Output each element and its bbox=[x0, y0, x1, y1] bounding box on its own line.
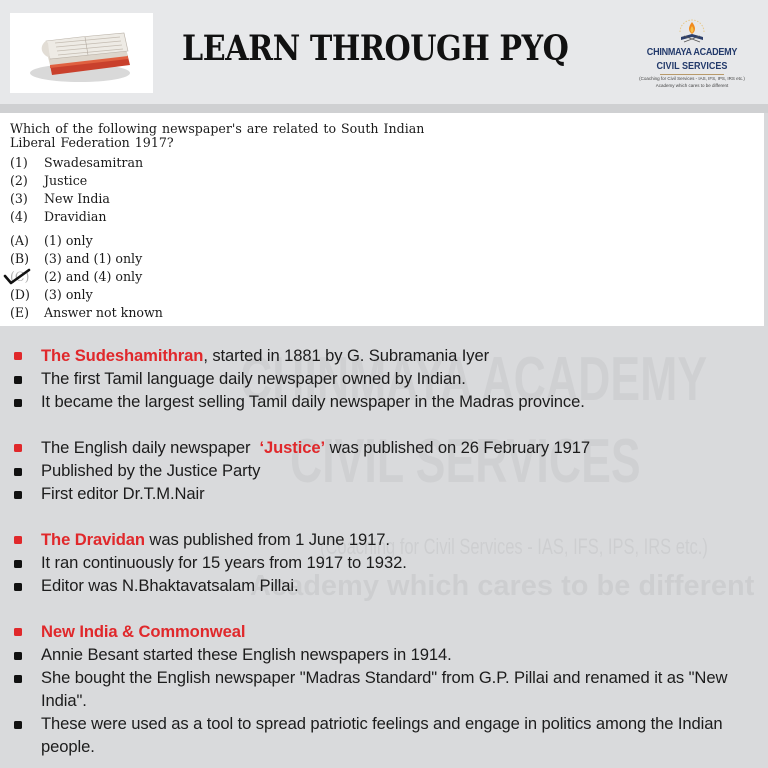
item-label: New India bbox=[44, 191, 110, 206]
note-heading-sudeshamithran bbox=[41, 344, 489, 367]
item-label: Dravidian bbox=[44, 209, 107, 224]
note-point: Published by the Justice Party bbox=[41, 461, 261, 480]
note-heading-justice bbox=[41, 436, 590, 459]
note-point: It ran continuously for 15 years from 1917 to 1932. bbox=[41, 553, 407, 572]
header-banner bbox=[0, 0, 768, 104]
item-number: (4) bbox=[10, 209, 28, 224]
option-label: Answer not known bbox=[44, 305, 163, 320]
option-label: (2) and (4) only bbox=[44, 269, 143, 284]
explanation-notes bbox=[0, 326, 768, 768]
note-point: These were used as a tool to spread patriotic feelings and engage in politics among the Indian people. bbox=[41, 714, 723, 756]
bullet-icon bbox=[14, 560, 22, 568]
page-title: LEARN THROUGH PYQ bbox=[182, 28, 569, 69]
flame-book-emblem-icon bbox=[676, 18, 708, 44]
watermark-tagline: Academy which cares to be different bbox=[250, 570, 755, 602]
item-number: (3) bbox=[10, 191, 28, 206]
note-point: First editor Dr.T.M.Nair bbox=[41, 484, 205, 503]
question-item bbox=[10, 155, 143, 171]
option-letter: (B) bbox=[10, 251, 30, 266]
note-point: It became the largest selling Tamil daily newspaper in the Madras province. bbox=[41, 392, 585, 411]
note-text: was published from 1 June 1917. bbox=[144, 530, 390, 549]
question-item bbox=[10, 209, 106, 225]
note-point: Annie Besant started these English newspapers in 1914. bbox=[41, 645, 452, 664]
option-label: (3) and (1) only bbox=[44, 251, 143, 266]
note-point: The first Tamil language daily newspaper owned by Indian. bbox=[41, 369, 466, 388]
highlight-text: ‘Justice’ bbox=[259, 438, 325, 457]
note-heading-dravidan bbox=[41, 528, 390, 551]
bullet-icon bbox=[14, 583, 22, 591]
answer-option bbox=[10, 251, 142, 267]
logo-divider bbox=[660, 74, 724, 75]
answer-option bbox=[10, 233, 93, 249]
option-letter: (A) bbox=[10, 233, 29, 248]
bullet-icon bbox=[14, 468, 22, 476]
header-separator bbox=[0, 104, 768, 113]
logo-tagline: Academy which cares to be different bbox=[655, 83, 729, 88]
note-heading-new-india: New India & Commonweal bbox=[41, 622, 246, 641]
option-label: (3) only bbox=[44, 287, 93, 302]
option-label: (1) only bbox=[44, 233, 93, 248]
bullet-red-icon bbox=[14, 444, 22, 452]
watermark-coaching: (Coaching for Civil Services - IAS, IFS, IPS, IRS etc.) bbox=[320, 534, 708, 559]
bullet-red-icon bbox=[14, 536, 22, 544]
option-letter: (C) bbox=[10, 269, 30, 284]
bullet-icon bbox=[14, 721, 22, 729]
item-number: (1) bbox=[10, 155, 28, 170]
question-text: Which of the following newspaper's are related to South Indian Liberal Federation 1917? bbox=[10, 121, 425, 150]
bullet-icon bbox=[14, 399, 22, 407]
newspaper-icon bbox=[10, 13, 153, 93]
pyq-question-snippet bbox=[0, 113, 764, 326]
note-point: Editor was N.Bhaktavatsalam Pillai. bbox=[41, 576, 299, 595]
logo-coaching-line: (Coaching for Civil Services - IAS, IFS, IPS, IRS etc.) bbox=[639, 76, 745, 81]
note-point: She bought the English newspaper "Madras Standard" from G.P. Pillai and renamed it as "New India". bbox=[41, 668, 728, 710]
question-item bbox=[10, 173, 87, 189]
checkmark-icon bbox=[3, 267, 31, 285]
note-text: was published on 26 February 1917 bbox=[325, 438, 591, 457]
answer-option bbox=[10, 305, 163, 321]
note-text: The English daily newspaper bbox=[41, 438, 260, 457]
highlight-text: The Sudeshamithran bbox=[41, 346, 204, 365]
bullet-red-icon bbox=[14, 628, 22, 636]
academy-logo bbox=[636, 14, 748, 94]
highlight-text: The Dravidan bbox=[41, 530, 145, 549]
item-number: (2) bbox=[10, 173, 28, 188]
bullet-icon bbox=[14, 675, 22, 683]
logo-subtitle-line: CIVIL SERVICES bbox=[656, 60, 728, 72]
bullet-icon bbox=[14, 376, 22, 384]
bullet-icon bbox=[14, 491, 22, 499]
option-letter: (D) bbox=[10, 287, 30, 302]
answer-option bbox=[10, 287, 93, 303]
item-label: Justice bbox=[44, 173, 88, 188]
item-label: Swadesamitran bbox=[44, 155, 144, 170]
question-item bbox=[10, 191, 110, 207]
bullet-icon bbox=[14, 652, 22, 660]
note-text: , started in 1881 by G. Subramania Iyer bbox=[203, 346, 490, 365]
newspaper-stack-image bbox=[10, 13, 153, 93]
option-letter: (E) bbox=[10, 305, 30, 320]
logo-name-line: CHINMAYA ACADEMY bbox=[646, 46, 738, 58]
bullet-red-icon bbox=[14, 352, 22, 360]
